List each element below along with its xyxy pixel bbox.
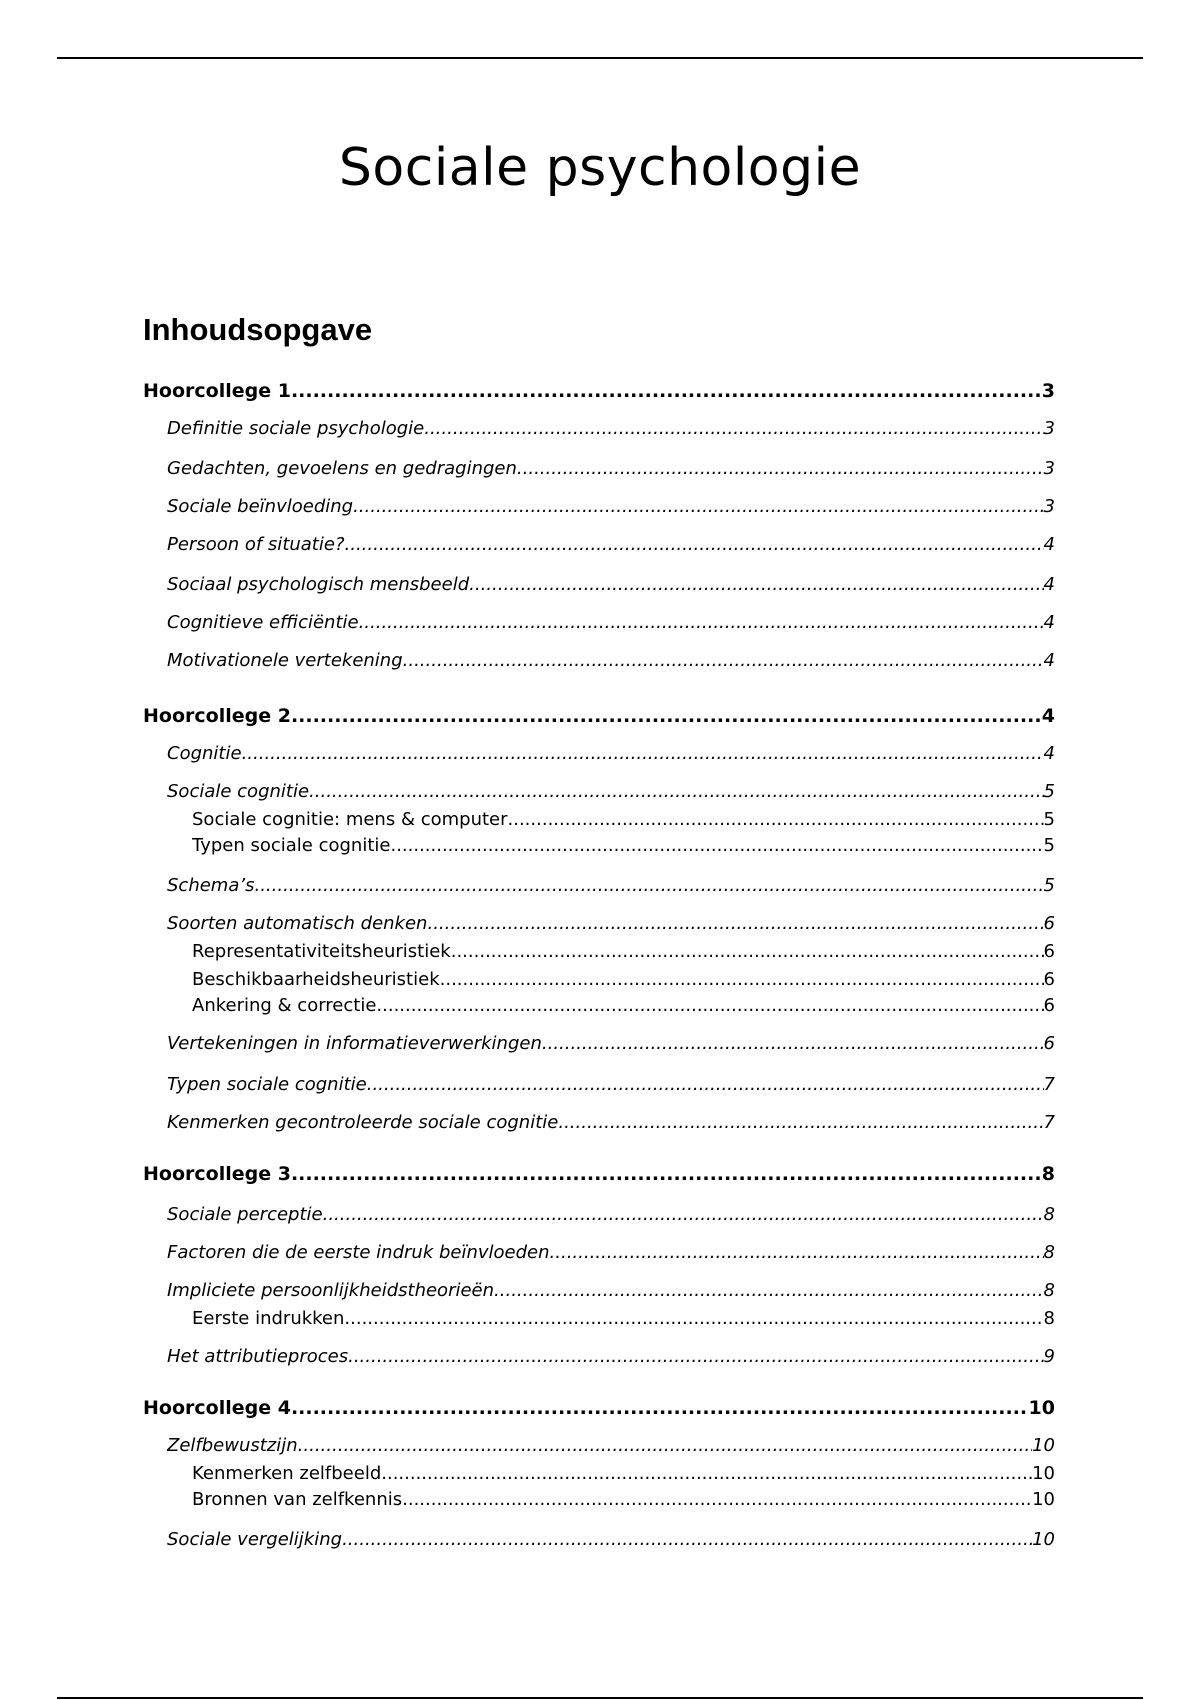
toc-page-number: 9 <box>1043 1346 1055 1367</box>
toc-section-entry[interactable] <box>167 647 1055 673</box>
toc-page-number: 10 <box>1032 1463 1055 1484</box>
toc-leader-dots <box>494 1279 1044 1303</box>
toc-subsection-entry[interactable] <box>192 992 1055 1018</box>
toc-entry-title: Sociale beïnvloeding <box>167 496 354 517</box>
toc-page-number: 4 <box>1043 612 1055 633</box>
toc-page-number: 7 <box>1043 1112 1055 1133</box>
toc-section-entry[interactable] <box>167 609 1055 635</box>
document-title: Sociale psychologie <box>338 138 862 198</box>
toc-leader-dots <box>353 495 1043 519</box>
toc-page-number: 4 <box>1043 650 1055 671</box>
toc-subsection-entry[interactable] <box>192 966 1055 992</box>
toc-leader-dots <box>242 742 1044 766</box>
toc-page-number: 8 <box>1043 1280 1055 1301</box>
toc-chapter-entry[interactable] <box>143 1394 1055 1420</box>
toc-entry-title: Hoorcollege 2 <box>143 705 291 727</box>
toc-section-entry[interactable] <box>167 1432 1055 1458</box>
toc-page-number: 8 <box>1043 1308 1055 1329</box>
toc-section-entry[interactable] <box>167 1109 1055 1135</box>
toc-entry-title: Zelfbewustzijn <box>167 1435 298 1456</box>
toc-leader-dots <box>376 994 1043 1018</box>
toc-leader-dots <box>542 1032 1044 1056</box>
toc-entry-title: Representativiteitsheuristiek <box>192 941 451 962</box>
toc-entry-title: Persoon of situatie? <box>167 534 345 555</box>
toc-section-entry[interactable] <box>167 531 1055 557</box>
toc-leader-dots <box>291 704 1042 728</box>
toc-subsection-entry[interactable] <box>192 1460 1055 1486</box>
toc-entry-title: Cognitieve efficiëntie <box>167 612 359 633</box>
toc-page-number: 5 <box>1043 809 1055 830</box>
toc-leader-dots <box>469 573 1043 597</box>
toc-entry-title: Soorten automatisch denken <box>167 913 428 934</box>
toc-page-number: 10 <box>1032 1435 1055 1456</box>
toc-leader-dots <box>451 940 1044 964</box>
toc-leader-dots <box>424 417 1043 441</box>
toc-section-entry[interactable] <box>167 1030 1055 1056</box>
toc-subsection-entry[interactable] <box>192 832 1055 858</box>
toc-page-number: 8 <box>1041 1163 1055 1185</box>
toc-leader-dots <box>345 533 1044 557</box>
toc-entry-title: Hoorcollege 3 <box>143 1163 291 1185</box>
toc-leader-dots <box>323 1203 1044 1227</box>
toc-leader-dots <box>291 1162 1042 1186</box>
toc-leader-dots <box>359 611 1044 635</box>
footer-rule <box>57 1697 1143 1699</box>
toc-chapter-entry[interactable] <box>143 1160 1055 1186</box>
toc-leader-dots <box>291 1396 1029 1420</box>
toc-entry-title: Beschikbaarheidsheuristiek <box>192 969 440 990</box>
toc-page-number: 6 <box>1043 1033 1055 1054</box>
toc-leader-dots <box>298 1434 1032 1458</box>
toc-section-entry[interactable] <box>167 455 1055 481</box>
toc-leader-dots <box>367 1073 1044 1097</box>
toc-section-entry[interactable] <box>167 740 1055 766</box>
toc-section-entry[interactable] <box>167 571 1055 597</box>
toc-page-number: 5 <box>1043 835 1055 856</box>
toc-page-number: 3 <box>1043 418 1055 439</box>
toc-entry-title: Schema’s <box>167 875 255 896</box>
toc-entry-title: Definitie sociale psychologie <box>167 418 425 439</box>
toc-leader-dots <box>403 649 1044 673</box>
toc-entry-title: Vertekeningen in informatieverwerkingen <box>167 1033 542 1054</box>
toc-leader-dots <box>309 780 1044 804</box>
toc-heading: Inhoudsopgave <box>143 312 373 347</box>
toc-page-number: 10 <box>1032 1529 1055 1550</box>
toc-entry-title: Sociale cognitie <box>167 781 310 802</box>
toc-entry-title: Gedachten, gevoelens en gedragingen <box>167 458 517 479</box>
toc-entry-title: Kenmerken gecontroleerde sociale cognitie <box>167 1112 559 1133</box>
toc-leader-dots <box>427 912 1043 936</box>
toc-leader-dots <box>381 1462 1032 1486</box>
toc-section-entry[interactable] <box>167 1201 1055 1227</box>
toc-page-number: 4 <box>1043 534 1055 555</box>
toc-subsection-entry[interactable] <box>192 806 1055 832</box>
toc-subsection-entry[interactable] <box>192 1305 1055 1331</box>
toc-subsection-entry[interactable] <box>192 938 1055 964</box>
toc-section-entry[interactable] <box>167 872 1055 898</box>
toc-page-number: 3 <box>1041 380 1055 402</box>
toc-leader-dots <box>550 1241 1044 1265</box>
toc-section-entry[interactable] <box>167 493 1055 519</box>
toc-page-number: 4 <box>1041 705 1055 727</box>
toc-leader-dots <box>254 874 1043 898</box>
toc-page-number: 6 <box>1043 995 1055 1016</box>
toc-entry-title: Factoren die de eerste indruk beïnvloeden <box>167 1242 550 1263</box>
toc-section-entry[interactable] <box>167 1526 1055 1552</box>
toc-leader-dots <box>402 1488 1032 1512</box>
toc-leader-dots <box>344 1307 1043 1331</box>
toc-entry-title: Eerste indrukken <box>192 1308 345 1329</box>
toc-page-number: 7 <box>1043 1074 1055 1095</box>
toc-leader-dots <box>291 379 1042 403</box>
toc-page-number: 3 <box>1043 458 1055 479</box>
toc-section-entry[interactable] <box>167 1071 1055 1097</box>
toc-entry-title: Sociale perceptie <box>167 1204 323 1225</box>
toc-leader-dots <box>558 1111 1043 1135</box>
toc-chapter-entry[interactable] <box>143 702 1055 728</box>
toc-leader-dots <box>517 457 1044 481</box>
toc-page-number: 3 <box>1043 496 1055 517</box>
toc-leader-dots <box>348 1345 1043 1369</box>
toc-page-number: 4 <box>1043 743 1055 764</box>
toc-leader-dots <box>342 1528 1032 1552</box>
toc-entry-title: Kenmerken zelfbeeld <box>192 1463 382 1484</box>
toc-page-number: 5 <box>1043 875 1055 896</box>
toc-entry-title: Het attributieproces <box>167 1346 349 1367</box>
toc-leader-dots <box>440 968 1044 992</box>
toc-section-entry[interactable] <box>167 910 1055 936</box>
toc-entry-title: Hoorcollege 1 <box>143 380 291 402</box>
toc-page-number: 6 <box>1043 969 1055 990</box>
toc-entry-title: Typen sociale cognitie <box>192 835 391 856</box>
toc-section-entry[interactable] <box>167 1239 1055 1265</box>
toc-entry-title: Impliciete persoonlijkheidstheorieën <box>167 1280 495 1301</box>
toc-entry-title: Typen sociale cognitie <box>167 1074 367 1095</box>
toc-page-number: 8 <box>1043 1204 1055 1225</box>
toc-subsection-entry[interactable] <box>192 1486 1055 1512</box>
toc-section-entry[interactable] <box>167 1277 1055 1303</box>
toc-entry-title: Hoorcollege 4 <box>143 1397 291 1419</box>
toc-chapter-entry[interactable] <box>143 377 1055 403</box>
toc-page-number: 8 <box>1043 1242 1055 1263</box>
toc-entry-title: Ankering & correctie <box>192 995 377 1016</box>
toc-page-number: 4 <box>1043 574 1055 595</box>
toc-page-number: 10 <box>1032 1489 1055 1510</box>
toc-section-entry[interactable] <box>167 1343 1055 1369</box>
toc-entry-title: Bronnen van zelfkennis <box>192 1489 403 1510</box>
toc-page-number: 10 <box>1028 1397 1055 1419</box>
toc-entry-title: Sociale cognitie: mens & computer <box>192 809 508 830</box>
toc-page-number: 6 <box>1043 941 1055 962</box>
toc-entry-title: Sociale vergelijking <box>167 1529 343 1550</box>
toc-section-entry[interactable] <box>167 778 1055 804</box>
toc-entry-title: Sociaal psychologisch mensbeeld <box>167 574 470 595</box>
toc-leader-dots <box>508 808 1044 832</box>
toc-entry-title: Cognitie <box>167 743 242 764</box>
toc-section-entry[interactable] <box>167 415 1055 441</box>
toc-page-number: 6 <box>1043 913 1055 934</box>
toc-page-number: 5 <box>1043 781 1055 802</box>
toc-entry-title: Motivationele vertekening <box>167 650 403 671</box>
table-of-contents <box>143 0 1057 1700</box>
toc-leader-dots <box>390 834 1043 858</box>
